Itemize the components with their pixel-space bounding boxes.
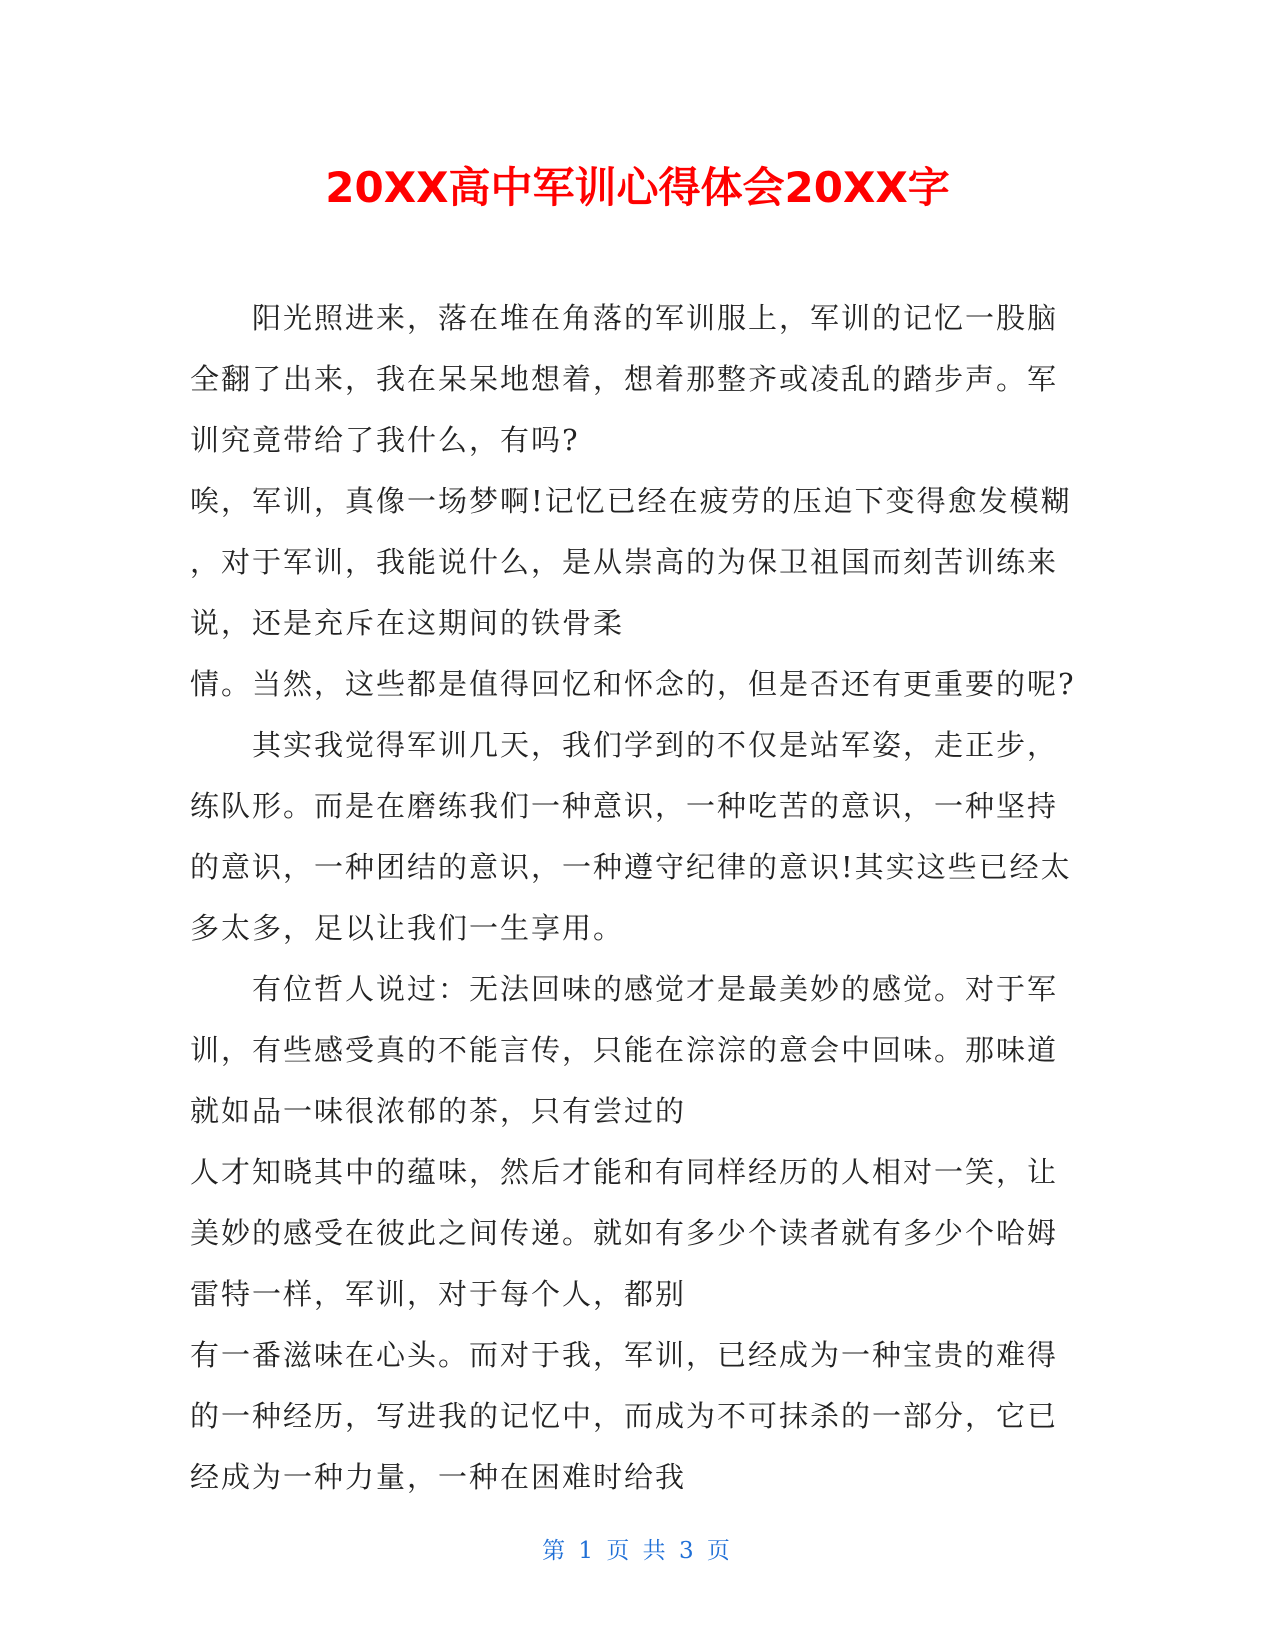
body-line: 雷特一样，军训，对于每个人，都别 (190, 1277, 687, 1311)
body-line: 唉，军训，真像一场梦啊!记忆已经在疲劳的压迫下变得愈发模糊 (190, 484, 1072, 518)
body-line: 的一种经历，写进我的记忆中，而成为不可抹杀的一部分，它已 (190, 1399, 1059, 1433)
document-body (190, 296, 1090, 1516)
body-line: ，对于军训，我能说什么，是从崇高的为保卫祖国而刻苦训练来 (190, 545, 1059, 579)
body-line: 其实我觉得军训几天，我们学到的不仅是站军姿，走正步， (252, 728, 1059, 762)
body-line: 全翻了出来，我在呆呆地想着，想着那整齐或凌乱的踏步声。军 (190, 362, 1059, 396)
body-line: 的意识，一种团结的意识，一种遵守纪律的意识!其实这些已经太 (190, 850, 1072, 884)
body-line: 说，还是充斥在这期间的铁骨柔 (190, 606, 625, 640)
body-line: 美妙的感受在彼此之间传递。就如有多少个读者就有多少个哈姆 (190, 1216, 1059, 1250)
body-line: 人才知晓其中的蕴味，然后才能和有同样经历的人相对一笑，让 (190, 1155, 1059, 1189)
body-line: 阳光照进来，落在堆在角落的军训服上，军训的记忆一股脑 (252, 301, 1059, 335)
body-line: 训，有些感受真的不能言传，只能在淙淙的意会中回味。那味道 (190, 1033, 1059, 1067)
document-title: 20XX高中军训心得体会20XX字 (325, 163, 950, 212)
body-line: 有一番滋味在心头。而对于我，军训，已经成为一种宝贵的难得 (190, 1338, 1059, 1372)
body-line: 多太多，足以让我们一生享用。 (190, 911, 625, 945)
body-line: 就如品一味很浓郁的茶，只有尝过的 (190, 1094, 687, 1128)
body-line: 经成为一种力量，一种在困难时给我 (190, 1460, 687, 1494)
body-line: 练队形。而是在磨练我们一种意识，一种吃苦的意识，一种坚持 (190, 789, 1059, 823)
body-line: 训究竟带给了我什么，有吗? (190, 423, 580, 457)
body-line: 有位哲人说过：无法回味的感觉才是最美妙的感觉。对于军 (252, 972, 1059, 1006)
page-footer: 第 1 页 共 3 页 (542, 1538, 733, 1564)
body-line: 情。当然，这些都是值得回忆和怀念的，但是否还有更重要的呢? (190, 667, 1076, 701)
